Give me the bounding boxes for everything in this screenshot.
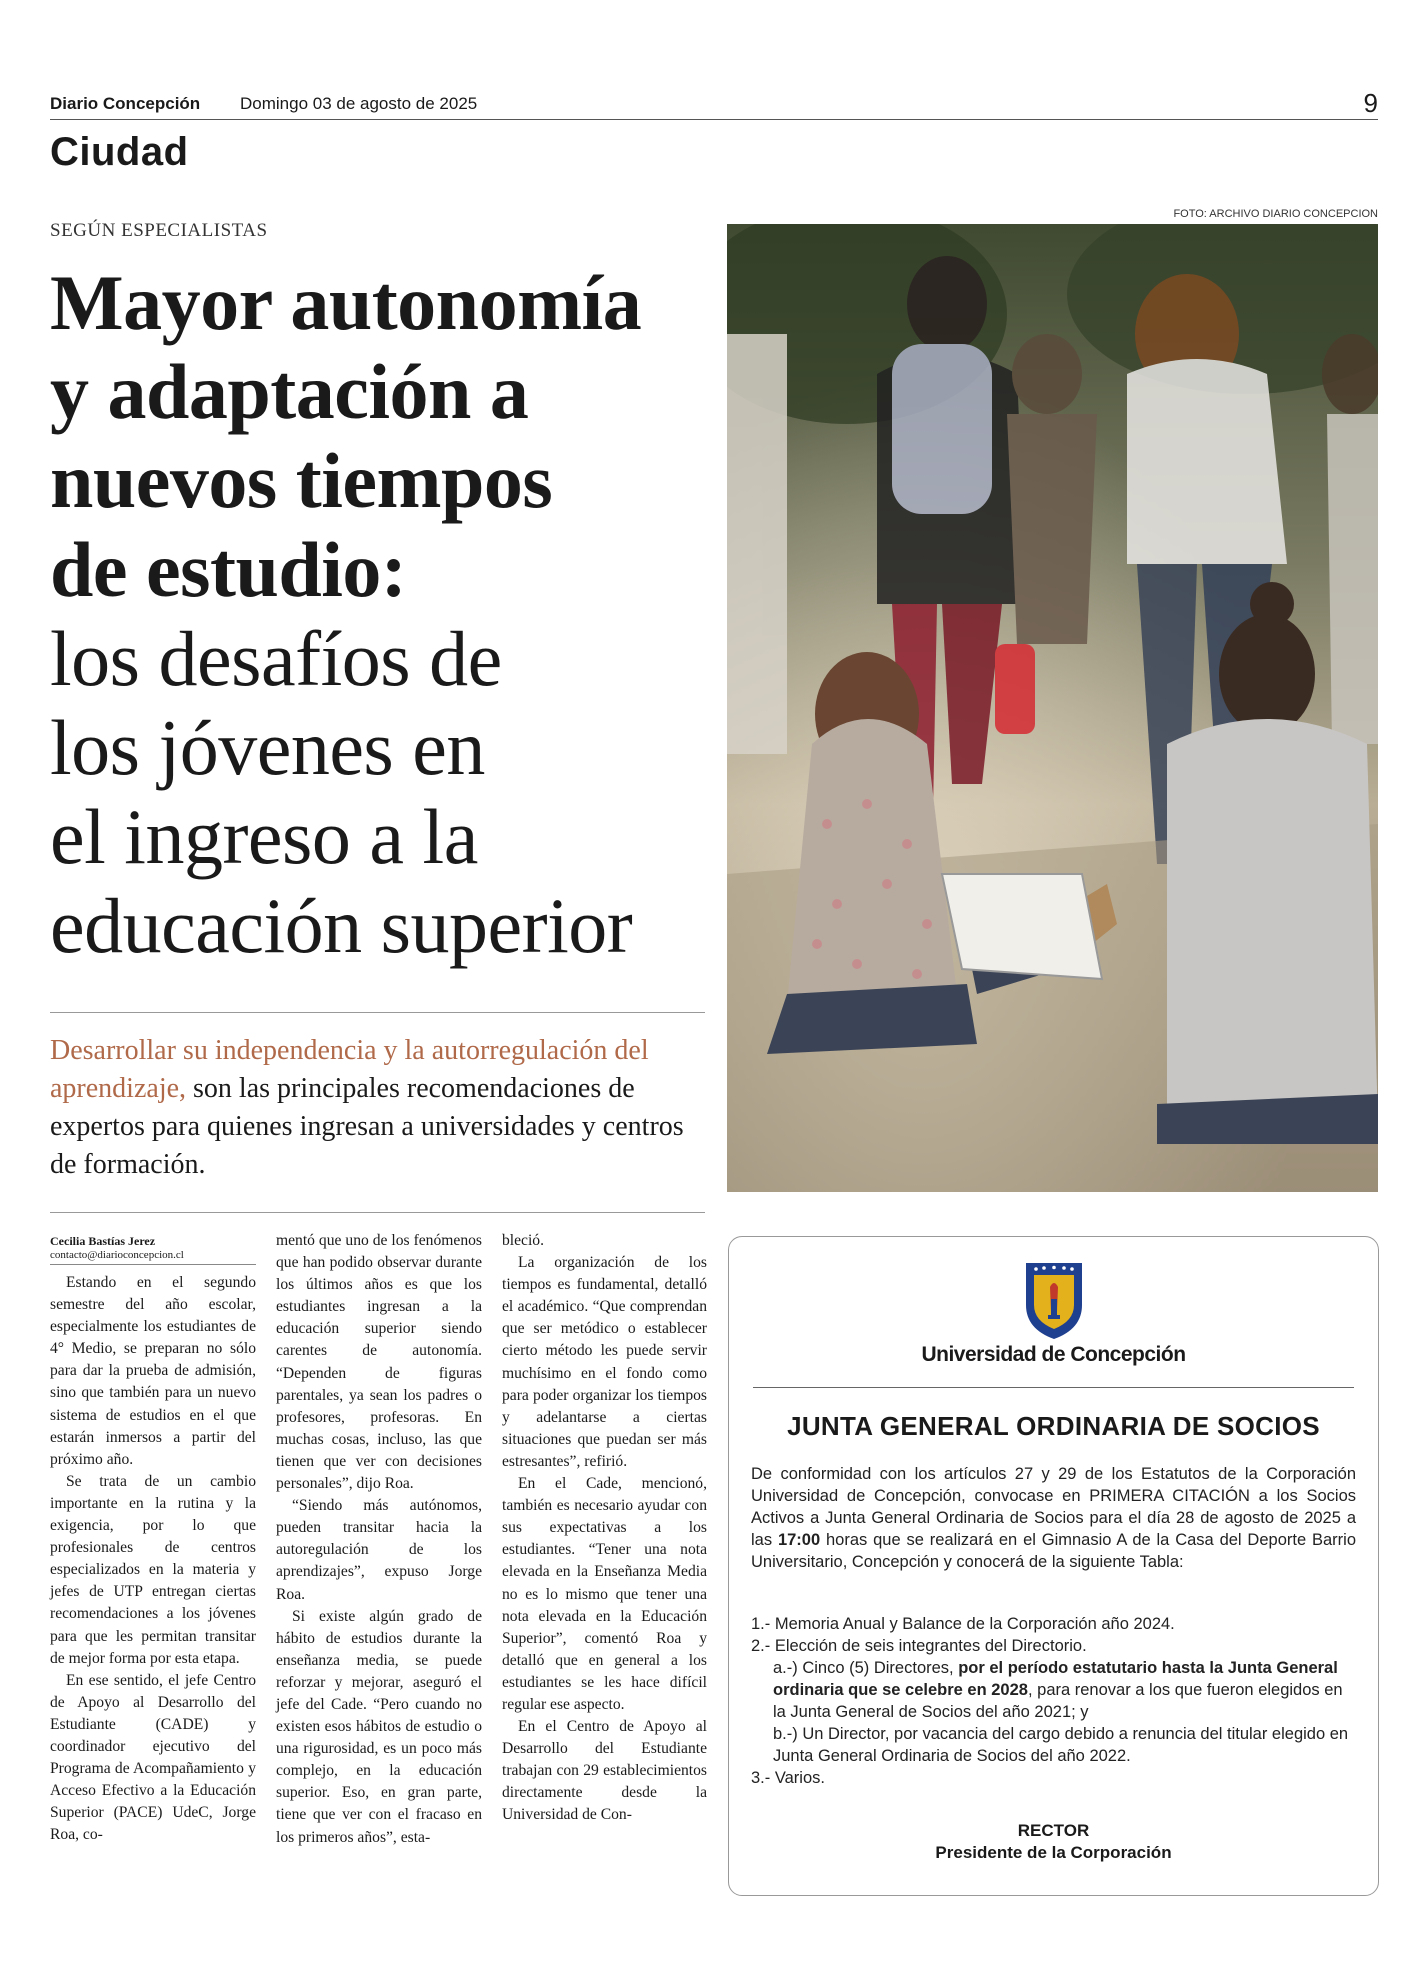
subitem-bold: por el período estatutario hasta la Junta General ordinaria que se celebre en 2028 — [773, 1659, 1338, 1699]
author-email: contacto@diarioconcepcion.cl — [50, 1249, 184, 1261]
subitem-text: a.-) Cinco (5) Directores, — [773, 1659, 959, 1677]
newspaper-name: Diario Concepción — [50, 94, 201, 113]
section-title: Ciudad — [50, 130, 189, 174]
notice-title: JUNTA GENERAL ORDINARIA DE SOCIOS — [787, 1411, 1320, 1441]
paragraph: En ese sentido, el jefe Centro de Apoyo al Desarrollo del Estudiante (CADE) y coordinador ejecutivo del Programa de Acompañamiento y Acceso Efectivo a la Educación Superior (PACE) UdeC, Jorge Roa, co- — [50, 1671, 256, 1844]
paragraph: Si existe algún grado de hábito de estudios durante la enseñanza media, se puede reforzar y mejorar, aseguró el jefe del Cade. “Pero cuando no existen esos hábitos de estudio o una rigurosidad, es un poco más complejo, en la educación superior. Eso, en gran parte, tiene que ver con el fracaso en los primeros años”, esta- — [276, 1607, 482, 1846]
article-column-2 — [276, 1230, 482, 1849]
paragraph: La organización de los tiempos es fundamental, detalló el académico. “Que comprendan que ser metódico o establecer cierto método les puede servir muchísimo en el fondo como para poder organizar los tiempos y adelantarse a ciertas situaciones que puedan ser más estresantes”, refirió. — [502, 1254, 707, 1470]
intro-text: De conformidad con los artículos 27 y 29 de los Estatutos de la Corporación Universidad de Concepción, convocase en PRIMERA CITACIÓN a los Socios Activos a Junta General Ordinaria de Socios para el día 28 de agosto de 2025 a las — [751, 1465, 1356, 1549]
signature-role: Presidente de la Corporación — [935, 1843, 1172, 1862]
page-number: 9 — [1363, 88, 1378, 118]
paragraph: En el Centro de Apoyo al Desarrollo del Estudiante trabajan con 29 establecimientos directamente desde la Universidad de Con- — [502, 1718, 707, 1824]
headline-line: el ingreso a la — [50, 793, 478, 880]
author-name: Cecilia Bastías Jerez — [50, 1234, 156, 1248]
university-name: Universidad de Concepción — [921, 1343, 1186, 1366]
byline — [50, 1234, 256, 1265]
signature-title: RECTOR — [1017, 1821, 1090, 1840]
notice-intro — [751, 1463, 1356, 1573]
article-kicker: SEGÚN ESPECIALISTAS — [50, 220, 268, 241]
subitem-text: , para renovar a los que fueron elegidos en la Junta General de Socios del año 2021; y — [773, 1681, 1343, 1721]
headline-line: de estudio: — [50, 526, 407, 613]
deck-text: son las principales recomendaciones de expertos para quienes ingresan a universidades y centros de formación. — [50, 1073, 684, 1180]
agenda-subitem: b.-) Un Director, por vacancia del cargo debido a renuncia del titular elegido en Junta General Ordinaria de Socios del año 2022. — [773, 1725, 1349, 1765]
divider — [50, 1212, 705, 1213]
students-photo — [727, 224, 1378, 1192]
headline-line: los jóvenes en — [50, 704, 485, 791]
headline-line: educación superior — [50, 882, 633, 969]
agenda-item: 1.- Memoria Anual y Balance de la Corporación año 2024. — [751, 1615, 1175, 1633]
divider — [50, 1012, 705, 1013]
assembly-notice — [728, 1236, 1379, 1896]
agenda-subitem — [751, 1657, 1356, 1723]
masthead — [50, 88, 1378, 120]
divider — [753, 1387, 1354, 1388]
meeting-time: 17:00 — [777, 1531, 821, 1549]
article-headline — [50, 258, 730, 970]
headline-line: los desafíos de — [50, 615, 502, 702]
paragraph: mentó que uno de los fenómenos que han podido observar durante los últimos años es que los estudiantes ingresan a la educación superior siendo carentes de autonomía. “Dependen de figuras parentales, ya sean los padres o profesores, profesoras. En muchas cosas, incluso, las que tienen que ver con decisiones personales”, dijo Roa. — [276, 1232, 482, 1493]
photo-illustration — [727, 224, 1378, 1192]
article-deck — [50, 1032, 715, 1184]
deck-highlight: Desarrollar su independencia y la autorregulación del aprendizaje, — [50, 1035, 649, 1104]
photo-credit: FOTO: ARCHIVO DIARIO CONCEPCION — [1173, 208, 1378, 220]
agenda-item: 3.- Varios. — [751, 1769, 825, 1787]
agenda-list — [751, 1613, 1356, 1789]
article-column-3 — [502, 1230, 707, 1827]
headline-line: Mayor autonomía — [50, 259, 642, 346]
paragraph: bleció. — [502, 1232, 544, 1249]
agenda-item: 2.- Elección de seis integrantes del Directorio. — [751, 1637, 1087, 1655]
headline-line: y adaptación a — [50, 348, 529, 435]
paragraph: “Siendo más autónomos, pueden transitar hacia la autoregulación de los aprendizajes”, expuso Jorge Roa. — [276, 1497, 482, 1603]
headline-line: nuevos tiempos — [50, 437, 553, 524]
issue-date: Domingo 03 de agosto de 2025 — [240, 94, 478, 113]
university-shield-icon — [1022, 1259, 1086, 1341]
intro-text: horas que se realizará en el Gimnasio A de la Casa del Deporte Barrio Universitario, Concepción y conocerá de la siguiente Tabla: — [751, 1531, 1356, 1571]
paragraph: En el Cade, mencionó, también es necesario ayudar con sus expectativas a los estudiantes. “Tener una nota elevada en la Enseñanza Media no es lo mismo que tener una nota elevada en la Educación Superior”, comentó Roa y detalló que en general a los estudiantes se les hace difícil regular ese aspecto. — [502, 1475, 707, 1713]
paragraph: Se trata de un cambio importante en la rutina y la exigencia, por lo que profesionales de centros especializados en la materia y jefes de UTP entregan ciertas recomendaciones a los jóvenes para que les permitan transitar de mejor forma por esta etapa. — [50, 1472, 256, 1667]
paragraph: Estando en el segundo semestre del año escolar, especialmente los estudiantes de 4° Medio, se preparan no sólo para dar la prueba de admisión, sino que también para un nuevo sistema de estudios en el que estarán inmersos a partir del próximo año. — [50, 1274, 256, 1468]
article-column-1 — [50, 1272, 256, 1846]
